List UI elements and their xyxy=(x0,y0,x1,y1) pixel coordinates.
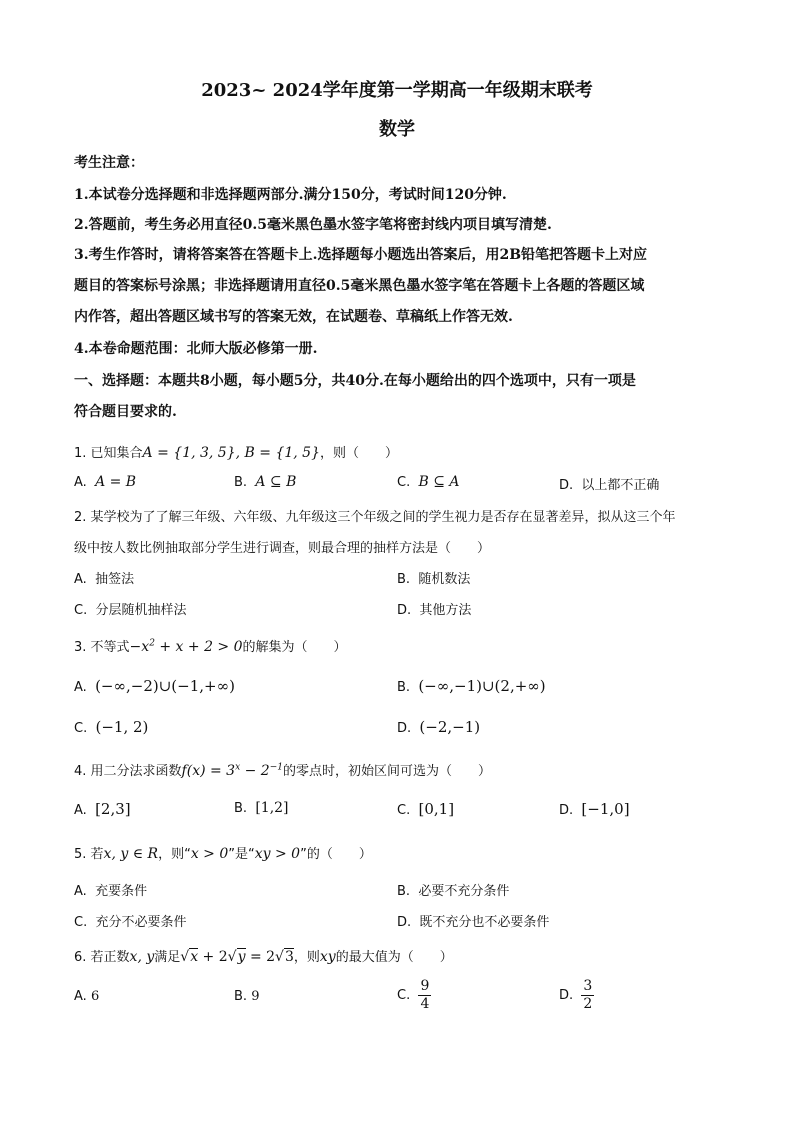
option-text: 抽签法 xyxy=(95,572,135,587)
q3-option-a[interactable] xyxy=(74,677,235,695)
question-5 xyxy=(74,843,372,862)
option-text: 以上都不正确 xyxy=(581,478,660,493)
math-term: −x xyxy=(129,639,150,655)
question-1-suffix: ，则（ ） xyxy=(319,446,398,461)
q6-option-c[interactable] xyxy=(397,978,431,1013)
option-label: D. xyxy=(559,478,574,493)
option-text: [2,3] xyxy=(95,800,131,818)
math-term: + 2 xyxy=(198,949,228,965)
section-heading-cont: 符合题目要求的. xyxy=(74,404,177,420)
notice-item-3: 3.考生作答时，请将答案答在答题卡上.选择题每小题选出答案后，用2B铅笔把答题卡上对应 xyxy=(74,247,648,263)
question-2-cont: 级中按人数比例抽取部分学生进行调查，则最合理的抽样方法是（ ） xyxy=(74,541,491,556)
option-text: 充分不必要条件 xyxy=(95,915,187,930)
option-label: A. xyxy=(74,884,87,899)
option-label: A. xyxy=(74,803,87,818)
option-text: 其他方法 xyxy=(419,603,472,618)
question-4-math xyxy=(182,763,283,779)
question-3-suffix: 的解集为（ ） xyxy=(242,640,347,655)
q3-option-c[interactable] xyxy=(74,718,148,736)
question-4 xyxy=(74,760,491,779)
question-4-suffix: 的零点时，初始区间可选为（ ） xyxy=(283,764,492,779)
option-text: A ⊆ B xyxy=(255,474,297,490)
option-label: B. xyxy=(397,884,411,899)
option-label: A. xyxy=(74,572,87,587)
q1-option-d[interactable] xyxy=(559,474,659,493)
q4-option-a[interactable] xyxy=(74,800,131,818)
option-label: D. xyxy=(397,915,412,930)
option-text: 6 xyxy=(90,989,100,1004)
question-2: 2. 某学校为了了解三年级、六年级、九年级这三个年级之间的学生视力是否存在显著差异，拟从这三个年 xyxy=(74,510,676,525)
option-text: [0,1] xyxy=(418,800,455,818)
fraction-denominator: 2 xyxy=(583,996,593,1012)
option-text: (−2,−1) xyxy=(419,718,481,736)
option-text: 必要不充分条件 xyxy=(418,884,510,899)
option-label: C. xyxy=(74,721,88,736)
question-1 xyxy=(74,442,398,461)
option-label: B. xyxy=(397,572,411,587)
option-label: C. xyxy=(397,475,411,490)
option-label: A. xyxy=(74,989,87,1004)
math-term: f(x) = 3 xyxy=(181,763,236,779)
option-label: B. xyxy=(397,680,411,695)
exam-title: 2023~ 2024学年度第一学期高一年级期末联考 xyxy=(201,80,593,101)
option-label: D. xyxy=(559,803,574,818)
option-text: 分层随机抽样法 xyxy=(95,603,187,618)
option-text: (−∞,−2)∪(−1,+∞) xyxy=(95,677,235,695)
option-text: 既不充分也不必要条件 xyxy=(419,915,550,930)
math-term: xy > 0 xyxy=(254,846,301,862)
q5-option-a[interactable] xyxy=(74,880,147,899)
q6-option-b[interactable] xyxy=(234,989,259,1004)
math-term: + x + 2 > 0 xyxy=(154,639,243,655)
question-6-text: ，则 xyxy=(293,950,320,965)
math-term: y xyxy=(237,949,246,965)
fraction xyxy=(418,978,431,1013)
option-label: D. xyxy=(397,721,412,736)
math-exponent: 2 xyxy=(149,638,155,649)
q2-option-d[interactable] xyxy=(397,599,471,618)
question-5-text: ，则“ xyxy=(158,847,191,862)
q6-option-d[interactable] xyxy=(559,978,594,1013)
section-heading: 一、选择题：本题共8小题，每小题5分，共40分.在每小题给出的四个选项中，只有一项是 xyxy=(74,373,636,389)
question-5-text: ”是“ xyxy=(228,847,255,862)
math-term: x > 0 xyxy=(190,846,229,862)
notice-item-4: 4.本卷命题范围：北师大版必修第一册. xyxy=(74,341,318,357)
math-term: x, y xyxy=(129,949,155,965)
question-6-equation: √x + 2√y = 2√3 xyxy=(180,949,294,965)
option-text: [1,2] xyxy=(255,800,289,816)
q1-option-a[interactable] xyxy=(74,474,136,490)
option-label: D. xyxy=(559,988,574,1003)
q3-option-b[interactable] xyxy=(397,677,546,695)
option-text: (−1, 2) xyxy=(95,718,149,736)
option-label: C. xyxy=(397,803,411,818)
option-label: A. xyxy=(74,680,87,695)
q2-option-a[interactable] xyxy=(74,568,134,587)
q1-option-b[interactable] xyxy=(234,474,296,490)
option-text: A = B xyxy=(95,474,137,490)
notice-item-3-cont2: 内作答，超出答题区域书写的答案无效，在试题卷、草稿纸上作答无效. xyxy=(74,309,513,325)
math-term: x, y ∈ R xyxy=(103,846,159,862)
option-text: 9 xyxy=(251,989,260,1004)
question-1-math: A = {1, 3, 5}, B = {1, 5} xyxy=(142,445,320,461)
option-label: B. xyxy=(234,475,248,490)
subject-title: 数学 xyxy=(379,119,415,140)
q5-option-c[interactable] xyxy=(74,911,187,930)
math-exponent: x xyxy=(235,762,241,773)
option-text: B ⊆ A xyxy=(418,474,460,490)
fraction-numerator: 3 xyxy=(583,978,593,994)
math-term: = 2 xyxy=(245,949,276,965)
q3-option-d[interactable] xyxy=(397,718,480,736)
notice-heading: 考生注意： xyxy=(74,155,144,171)
option-text: 充要条件 xyxy=(95,884,148,899)
math-term: xy xyxy=(319,949,336,965)
question-6-prefix: 6. 若正数 xyxy=(74,950,130,965)
q2-option-c[interactable] xyxy=(74,599,187,618)
option-label: C. xyxy=(74,915,88,930)
q6-option-a[interactable] xyxy=(74,989,99,1004)
notice-item-2: 2.答题前，考生务必用直径0.5毫米黑色墨水签字笔将密封线内项目填写清楚. xyxy=(74,217,552,233)
q4-option-b[interactable] xyxy=(234,800,289,816)
q5-option-d[interactable] xyxy=(397,911,549,930)
math-term: − 2 xyxy=(240,763,270,779)
option-label: C. xyxy=(397,988,411,1003)
question-5-prefix: 5. 若 xyxy=(74,847,104,862)
question-4-prefix: 4. 用二分法求函数 xyxy=(74,764,182,779)
fraction-denominator: 4 xyxy=(420,996,430,1012)
option-label: B. xyxy=(234,989,248,1004)
question-3-math xyxy=(130,639,243,655)
fraction xyxy=(581,978,594,1013)
q2-option-b[interactable] xyxy=(397,568,470,587)
question-3 xyxy=(74,636,347,655)
option-text: 随机数法 xyxy=(418,572,471,587)
question-3-prefix: 3. 不等式 xyxy=(74,640,130,655)
math-exponent: −1 xyxy=(269,762,283,773)
q1-option-c[interactable] xyxy=(397,474,460,490)
option-label: A. xyxy=(74,475,87,490)
option-text: [−1,0] xyxy=(581,800,630,818)
question-6-text: 满足 xyxy=(154,950,181,965)
q5-option-b[interactable] xyxy=(397,880,509,899)
math-term: 3 xyxy=(284,949,294,965)
option-label: B. xyxy=(234,801,248,816)
math-term: x xyxy=(190,949,199,965)
question-6-suffix: 的最大值为（ ） xyxy=(335,950,453,965)
option-label: C. xyxy=(74,603,88,618)
question-5-suffix: ”的（ ） xyxy=(300,847,372,862)
option-text: (−∞,−1)∪(2,+∞) xyxy=(418,677,546,695)
fraction-numerator: 9 xyxy=(420,978,430,994)
option-label: D. xyxy=(397,603,412,618)
question-1-prefix: 1. 已知集合 xyxy=(74,446,143,461)
q4-option-d[interactable] xyxy=(559,800,630,818)
q4-option-c[interactable] xyxy=(397,800,454,818)
question-6 xyxy=(74,946,453,965)
notice-item-3-cont: 题目的答案标号涂黑；非选择题请用直径0.5毫米黑色墨水签字笔在答题卡上各题的答题区域 xyxy=(74,278,645,294)
notice-item-1: 1.本试卷分选择题和非选择题两部分.满分150分，考试时间120分钟. xyxy=(74,187,507,203)
